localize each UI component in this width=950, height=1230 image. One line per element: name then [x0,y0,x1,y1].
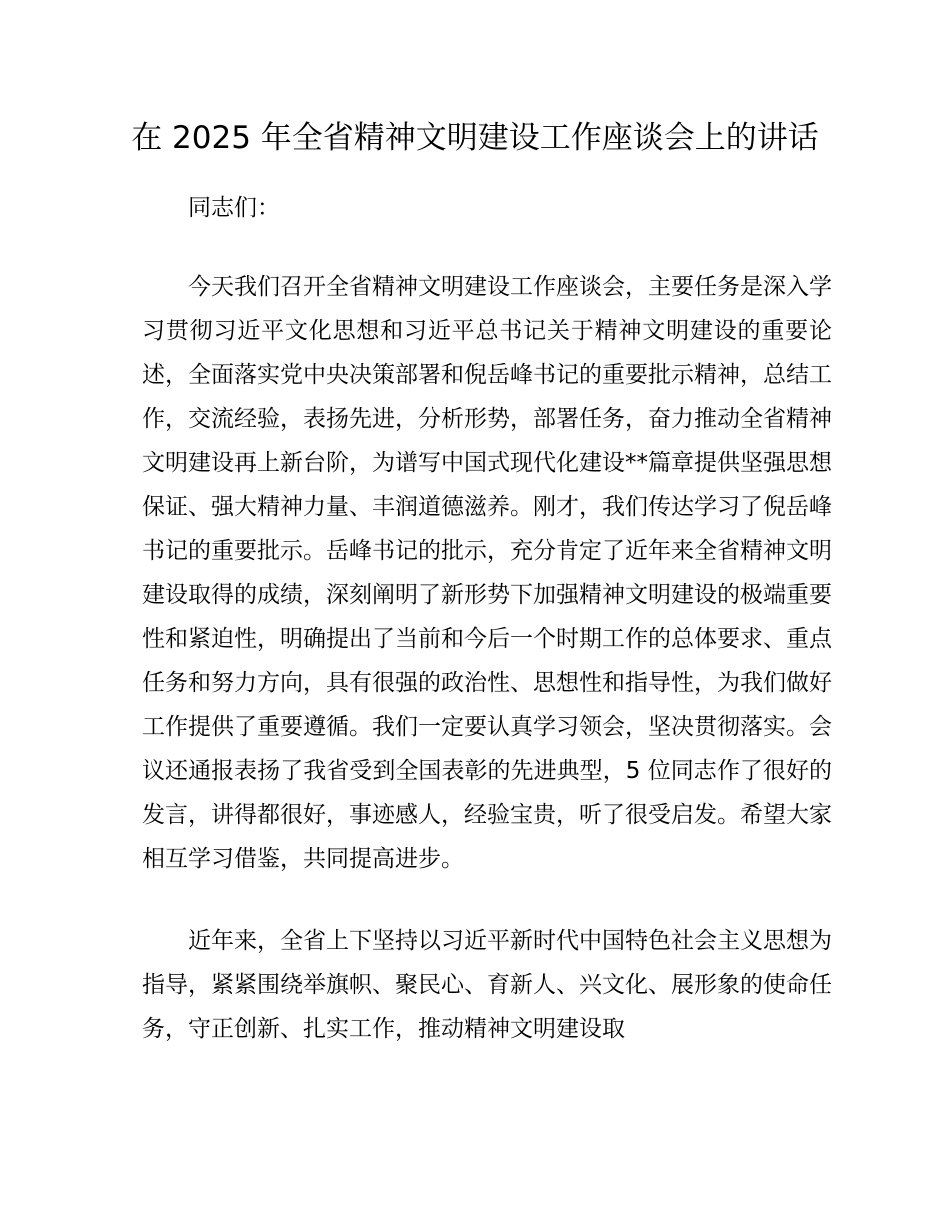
paragraph-2: 近年来，全省上下坚持以习近平新时代中国特色社会主义思想为指导，紧紧围绕举旗帜、聚民心、育新人、兴文化、展形象的使命任务，守正创新、扎实工作，推动精神文明建设取 [142,928,832,1042]
paragraph-1: 今天我们召开全省精神文明建设工作座谈会，主要任务是深入学习贯彻习近平文化思想和习近平总书记关于精神文明建设的重要论述，全面落实党中央决策部署和倪岳峰书记的重要批示精神，总结工作，交流经验，表扬先进，分析形势，部署任务，奋力推动全省精神文明建设再上新台阶，为谱写中国式现代化建设**篇章提供坚强思想保证、强大精神力量、丰润道德滋养。刚才，我们传达学习了倪岳峰书记的重要批示。岳峰书记的批示，充分肯定了近年来全省精神文明建设取得的成绩，深刻阐明了新形势下加强精神文明建设的极端重要性和紧迫性，明确提出了当前和今后一个时期工作的总体要求、重点任务和努力方向，具有很强的政治性、思想性和指导性，为我们做好工作提供了重要遵循。我们一定要认真学习领会，坚决贯彻落实。会议还通报表扬了我省受到全国表彰的先进典型，5 位同志作了很好的发言，讲得都很好，事迹感人，经验宝贵，听了很受启发。希望大家相互学习借鉴，共同提高进步。 [142,274,832,872]
document-title: 在 2025 年全省精神文明建设工作座谈会上的讲话 [131,120,819,156]
salutation: 同志们： [188,195,280,221]
